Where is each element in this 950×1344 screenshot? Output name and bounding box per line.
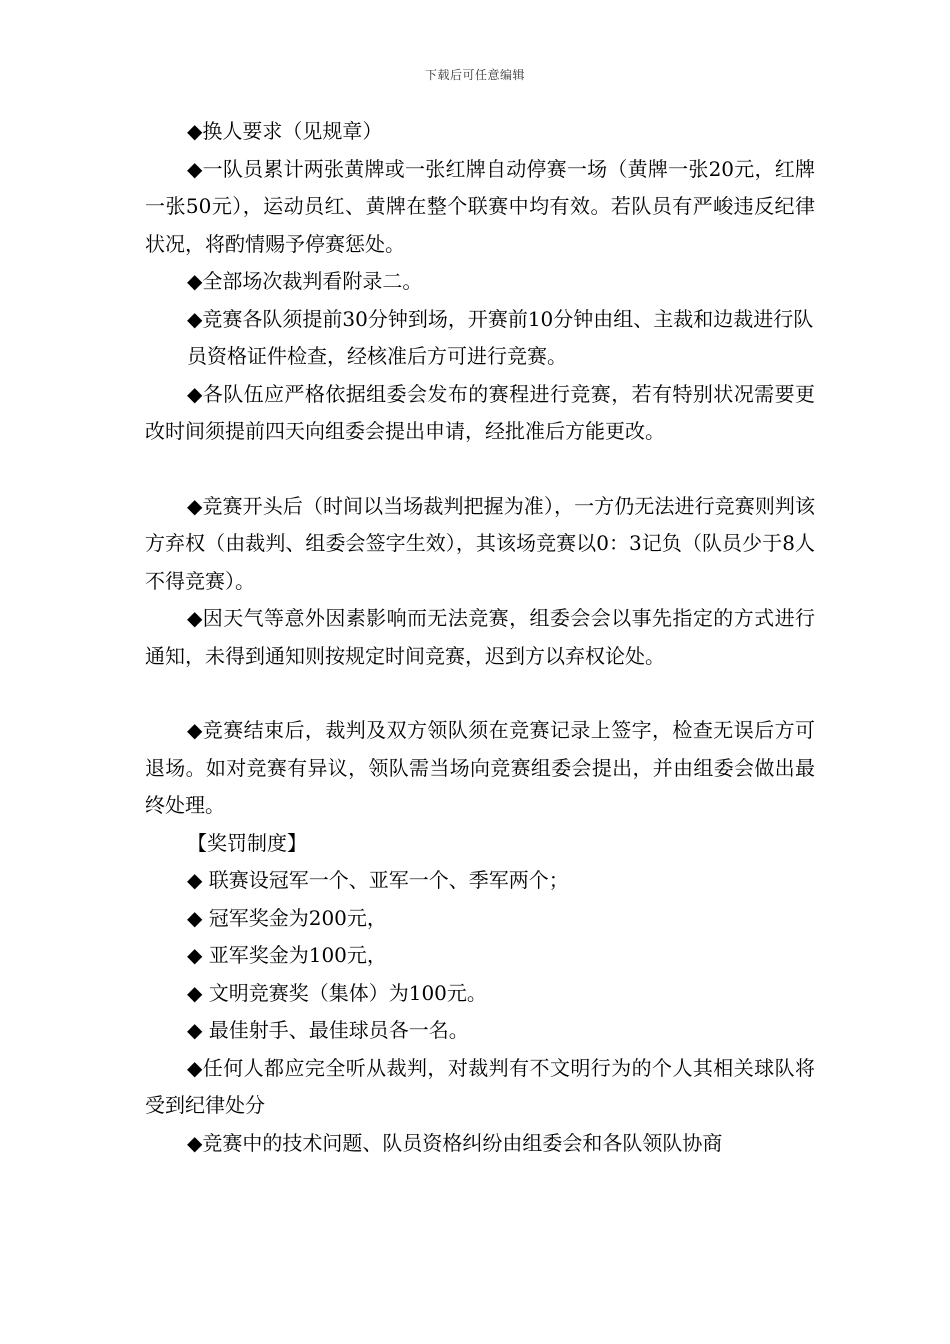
list-item-fair-play-prize: ◆ 文明竞赛奖（集体）为100元。 [187,980,487,1005]
paragraph-referee-appendix: ◆全部场次裁判看附录二。 [187,269,423,293]
paragraph-eligibility-check: 员资格证件检查，经核准后方可进行竞赛。 [187,344,567,368]
document-body [145,113,815,1162]
paragraph-obey-referee: ◆任何人都应完全听从裁判，对裁判有不文明行为的个人其相关球队将受到纪律处分 [145,1055,815,1117]
paragraph-technical-issues: ◆竞赛中的技术问题、队员资格纠纷由组委会和各队领队协商 [187,1130,723,1155]
paragraph-schedule-change: ◆各队伍应严格依据组委会发布的赛程进行竞赛，若有特别状况需要更改时间须提前四天向组委会提出申请，经批准后方能更改。 [145,381,815,443]
list-item-awards: ◆ 联赛设冠军一个、亚军一个、季军两个； [187,868,569,892]
page-header: 下载后可任意编辑 [424,68,525,82]
paragraph-card-suspension: ◆一队员累计两张黄牌或一张红牌自动停赛一场（黄牌一张20元，红牌一张50元），运动员红、黄牌在整个联赛中均有效。若队员有严峻违反纪律状况，将酌情赐予停赛惩处。 [145,156,815,256]
list-item-champion-prize: ◆ 冠军奖金为200元， [187,905,387,930]
paragraph-arrival-time: ◆竞赛各队须提前30分钟到场，开赛前10分钟由组、主裁和边裁进行队 [187,306,814,331]
paragraph-forfeit: ◆竞赛开头后（时间以当场裁判把握为准），一方仍无法进行竞赛则判该方弃权（由裁判、组委会签字生效），其该场竞赛以0：3记负（队员少于8人不得竞赛）。 [145,493,815,593]
paragraph-substitution-rules: ◆换人要求（见规章） [187,119,383,143]
paragraph-match-end: ◆竞赛结束后，裁判及双方领队须在竞赛记录上签字，检查无误后方可退场。如对竞赛有异议，领队需当场向竞赛组委会提出，并由组委会做出最终处理。 [145,718,815,817]
section-heading-rewards: 【奖罚制度】 [187,830,307,855]
list-item-best-players: ◆ 最佳射手、最佳球员各一名。 [187,1018,469,1042]
list-item-runner-up-prize: ◆ 亚军奖金为100元， [187,943,387,967]
paragraph-weather: ◆因天气等意外因素影响而无法竞赛，组委会会以事先指定的方式进行通知，未得到通知则按规定时间竞赛，迟到方以弃权论处。 [145,606,815,668]
